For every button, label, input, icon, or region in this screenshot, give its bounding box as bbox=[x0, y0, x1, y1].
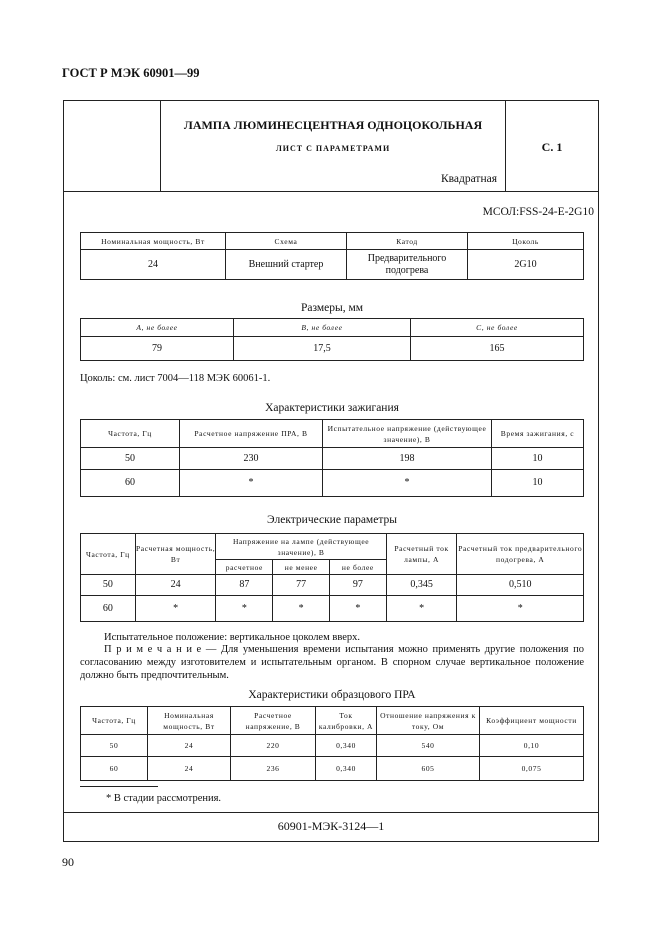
header-cell: расчетное bbox=[216, 560, 273, 575]
ballast-table bbox=[80, 706, 584, 781]
table-cell: 605 bbox=[377, 757, 480, 781]
header-cell: Отношение напряжения к току, Ом bbox=[377, 707, 480, 735]
header-cell: не менее bbox=[273, 560, 330, 575]
header-cell: Схема bbox=[226, 233, 347, 250]
header-cell: Номинальная мощность, Вт bbox=[148, 707, 231, 735]
table-cell: 0,10 bbox=[480, 735, 584, 757]
table-cell: 60 bbox=[81, 470, 180, 497]
header-cell: Катод bbox=[347, 233, 468, 250]
ignition-caption: Характеристики зажигания bbox=[265, 402, 399, 414]
frame-divider bbox=[63, 812, 599, 813]
sheet-label: С. 1 bbox=[541, 140, 563, 154]
table-cell: 540 bbox=[377, 735, 480, 757]
main-table bbox=[80, 232, 584, 280]
electrical-caption: Электрические параметры bbox=[267, 514, 397, 526]
table-cell: 24 bbox=[148, 757, 231, 781]
table-cell: 24 bbox=[81, 250, 226, 280]
cap-note: Цоколь: см. лист 7004—118 МЭК 60061-1. bbox=[80, 373, 271, 384]
page-number: 90 bbox=[62, 855, 74, 869]
table-cell: 60 bbox=[81, 757, 148, 781]
table-cell: 10 bbox=[492, 470, 584, 497]
table-cell: 0,075 bbox=[480, 757, 584, 781]
header-cell: Расчетное напряжение, В bbox=[231, 707, 316, 735]
lamp-title: ЛАМПА ЛЮМИНЕСЦЕНТНАЯ ОДНОЦОКОЛЬНАЯ bbox=[183, 118, 483, 132]
header-cell: Частота, Гц bbox=[81, 707, 148, 735]
table-cell: 79 bbox=[81, 337, 234, 361]
sheet-subtitle: ЛИСТ С ПАРАМЕТРАМИ bbox=[275, 144, 391, 153]
table-cell: * bbox=[323, 470, 492, 497]
ignition-table bbox=[80, 419, 584, 497]
table-cell: * bbox=[457, 596, 584, 622]
note-text: П р и м е ч а н и е — Для уменьшения времени испытания можно применять другие положения по согласованию между изготовителем и испытательным органом. В спорном случае вертикальное положение должно быть предпочтительным. bbox=[80, 644, 584, 681]
header-cell: Расчетный ток предварительного подогрева, А bbox=[457, 534, 584, 575]
table-cell: * bbox=[180, 470, 323, 497]
header-cell: Частота, Гц bbox=[81, 420, 180, 448]
table-cell: * bbox=[386, 596, 457, 622]
header-cell: Цоколь bbox=[468, 233, 584, 250]
table-cell: 50 bbox=[81, 448, 180, 470]
table-cell: 220 bbox=[231, 735, 316, 757]
test-position: Испытательное положение: вертикальное цоколем вверх. bbox=[104, 632, 360, 643]
table-cell: 17,5 bbox=[234, 337, 411, 361]
header-cell: А, не более bbox=[81, 319, 234, 337]
header-cell: Частота, Гц bbox=[81, 534, 136, 575]
header-cell: Номинальная мощность, Вт bbox=[81, 233, 226, 250]
header-cell: Ток калибровки, А bbox=[316, 707, 377, 735]
table-cell: * bbox=[135, 596, 216, 622]
lamp-designation: МСОЛ:FSS-24-E-2G10 bbox=[482, 206, 594, 218]
electrical-table bbox=[80, 533, 584, 622]
table-cell: 77 bbox=[273, 575, 330, 596]
footnote-rule bbox=[80, 786, 158, 787]
table-cell: 24 bbox=[135, 575, 216, 596]
table-cell: 24 bbox=[148, 735, 231, 757]
table-cell: Предварительного подогрева bbox=[347, 250, 468, 280]
table-cell: 10 bbox=[492, 448, 584, 470]
table-cell: 2G10 bbox=[468, 250, 584, 280]
frame-divider bbox=[63, 191, 599, 192]
dimensions-table bbox=[80, 318, 584, 361]
standard-code: ГОСТ Р МЭК 60901—99 bbox=[62, 66, 200, 80]
dimensions-caption: Размеры, мм bbox=[300, 302, 364, 314]
header-cell: Расчетная мощность, Вт bbox=[135, 534, 216, 575]
table-cell: 0,340 bbox=[316, 757, 377, 781]
table-cell: 60 bbox=[81, 596, 136, 622]
table-cell: * bbox=[273, 596, 330, 622]
table-cell: 50 bbox=[81, 735, 148, 757]
header-cell: Коэффициент мощности bbox=[480, 707, 584, 735]
footnote: * В стадии рассмотрения. bbox=[106, 793, 222, 804]
table-cell: 198 bbox=[323, 448, 492, 470]
header-cell: Напряжение на лампе (действующее значение), В bbox=[216, 534, 386, 560]
table-cell: 97 bbox=[330, 575, 387, 596]
table-cell: 0,510 bbox=[457, 575, 584, 596]
table-cell: 230 bbox=[180, 448, 323, 470]
table-cell: 50 bbox=[81, 575, 136, 596]
header-cell: Расчетное напряжение ПРА, В bbox=[180, 420, 323, 448]
table-cell: 0,345 bbox=[386, 575, 457, 596]
header-cell: Испытательное напряжение (действующее значение), В bbox=[323, 420, 492, 448]
table-cell: 0,340 bbox=[316, 735, 377, 757]
table-cell: 87 bbox=[216, 575, 273, 596]
header-cell: Время зажигания, с bbox=[492, 420, 584, 448]
table-cell: 236 bbox=[231, 757, 316, 781]
table-cell: 165 bbox=[411, 337, 584, 361]
table-cell: * bbox=[330, 596, 387, 622]
table-cell: * bbox=[216, 596, 273, 622]
header-cell: В, не более bbox=[234, 319, 411, 337]
header-cell: не более bbox=[330, 560, 387, 575]
header-cell: С, не более bbox=[411, 319, 584, 337]
lamp-shape: Квадратная bbox=[440, 173, 497, 185]
sheet-number: 60901-МЭК-3124—1 bbox=[277, 819, 385, 833]
ballast-caption: Характеристики образцового ПРА bbox=[248, 689, 416, 701]
header-cell: Расчетный ток лампы, А bbox=[386, 534, 457, 575]
table-cell: Внешний стартер bbox=[226, 250, 347, 280]
